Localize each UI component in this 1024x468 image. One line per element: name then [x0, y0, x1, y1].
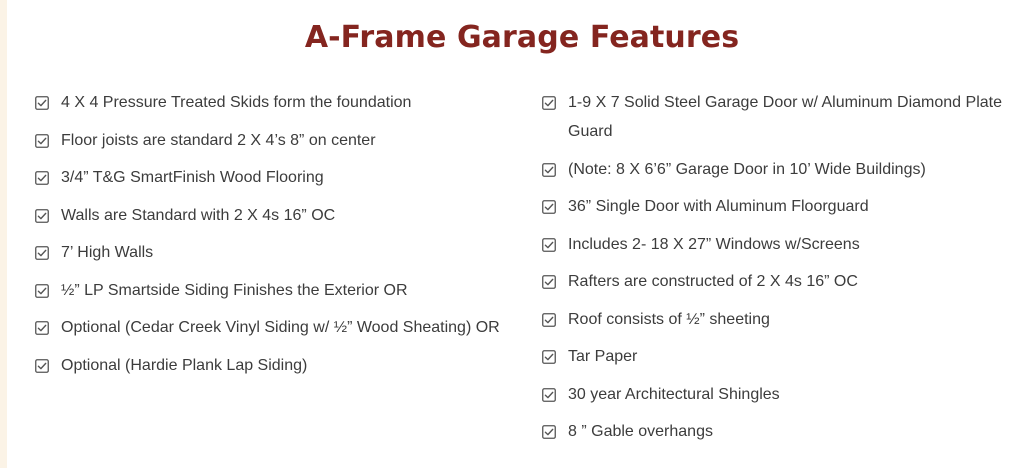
feature-text: Tar Paper — [568, 348, 638, 365]
feature-text: (Note: 8 X 6’6” Garage Door in 10’ Wide Buildings) — [568, 160, 926, 178]
checkbox-checked-icon — [542, 350, 556, 364]
feature-item — [542, 417, 1012, 446]
feature-text: 30 year Architectural Shingles — [568, 385, 780, 403]
checkbox-checked-icon — [35, 284, 49, 298]
feature-item — [35, 276, 505, 305]
feature-text: 7’ High Walls — [61, 244, 154, 261]
page-title: A-Frame Garage Features — [304, 20, 740, 55]
feature-item — [542, 342, 1012, 371]
checkbox-checked-icon — [542, 163, 556, 177]
feature-item — [542, 88, 1012, 146]
feature-item — [542, 305, 1012, 334]
feature-item — [35, 313, 505, 342]
checkbox-checked-icon — [35, 171, 49, 185]
feature-item — [35, 238, 505, 267]
feature-text: 1-9 X 7 Solid Steel Garage Door w/ Aluminum Diamond Plate Guard — [568, 94, 1002, 140]
feature-text: Walls are Standard with 2 X 4s 16” OC — [61, 206, 336, 224]
page-edge-strip — [0, 0, 7, 468]
checkbox-checked-icon — [35, 134, 49, 148]
checkbox-checked-icon — [35, 359, 49, 373]
features-list-right — [542, 88, 1012, 455]
checkbox-checked-icon — [542, 200, 556, 214]
checkbox-checked-icon — [542, 96, 556, 110]
checkbox-checked-icon — [35, 96, 49, 110]
checkbox-checked-icon — [35, 321, 49, 335]
checkbox-checked-icon — [35, 246, 49, 260]
feature-text: Optional (Cedar Creek Vinyl Siding w/ ½” Wood Sheating) OR — [61, 319, 500, 336]
feature-item — [542, 155, 1012, 184]
feature-text: 4 X 4 Pressure Treated Skids form the foundation — [61, 94, 412, 111]
feature-text: Floor joists are standard 2 X 4’s 8” on center — [61, 131, 376, 149]
feature-text: 3/4” T&G SmartFinish Wood Flooring — [61, 169, 324, 186]
feature-item — [542, 380, 1012, 409]
checkbox-checked-icon — [542, 275, 556, 289]
feature-text: ½” LP Smartside Siding Finishes the Exterior OR — [61, 281, 408, 299]
feature-item — [35, 88, 505, 117]
feature-item — [35, 163, 505, 192]
checkbox-checked-icon — [35, 209, 49, 223]
feature-item — [542, 267, 1012, 296]
feature-item — [35, 126, 505, 155]
checkbox-checked-icon — [542, 388, 556, 402]
checkbox-checked-icon — [542, 425, 556, 439]
checkbox-checked-icon — [542, 313, 556, 327]
feature-item — [542, 192, 1012, 221]
feature-item — [35, 351, 505, 380]
feature-item — [542, 230, 1012, 259]
feature-text: Includes 2- 18 X 27” Windows w/Screens — [568, 235, 860, 253]
features-list-left — [35, 88, 505, 388]
feature-text: Rafters are constructed of 2 X 4s 16” OC — [568, 273, 858, 290]
feature-text: 36” Single Door with Aluminum Floorguard — [568, 198, 869, 215]
feature-item — [35, 201, 505, 230]
checkbox-checked-icon — [542, 238, 556, 252]
feature-text: 8 ” Gable overhangs — [568, 423, 713, 440]
feature-text: Optional (Hardie Plank Lap Siding) — [61, 356, 308, 374]
feature-text: Roof consists of ½” sheeting — [568, 310, 770, 328]
